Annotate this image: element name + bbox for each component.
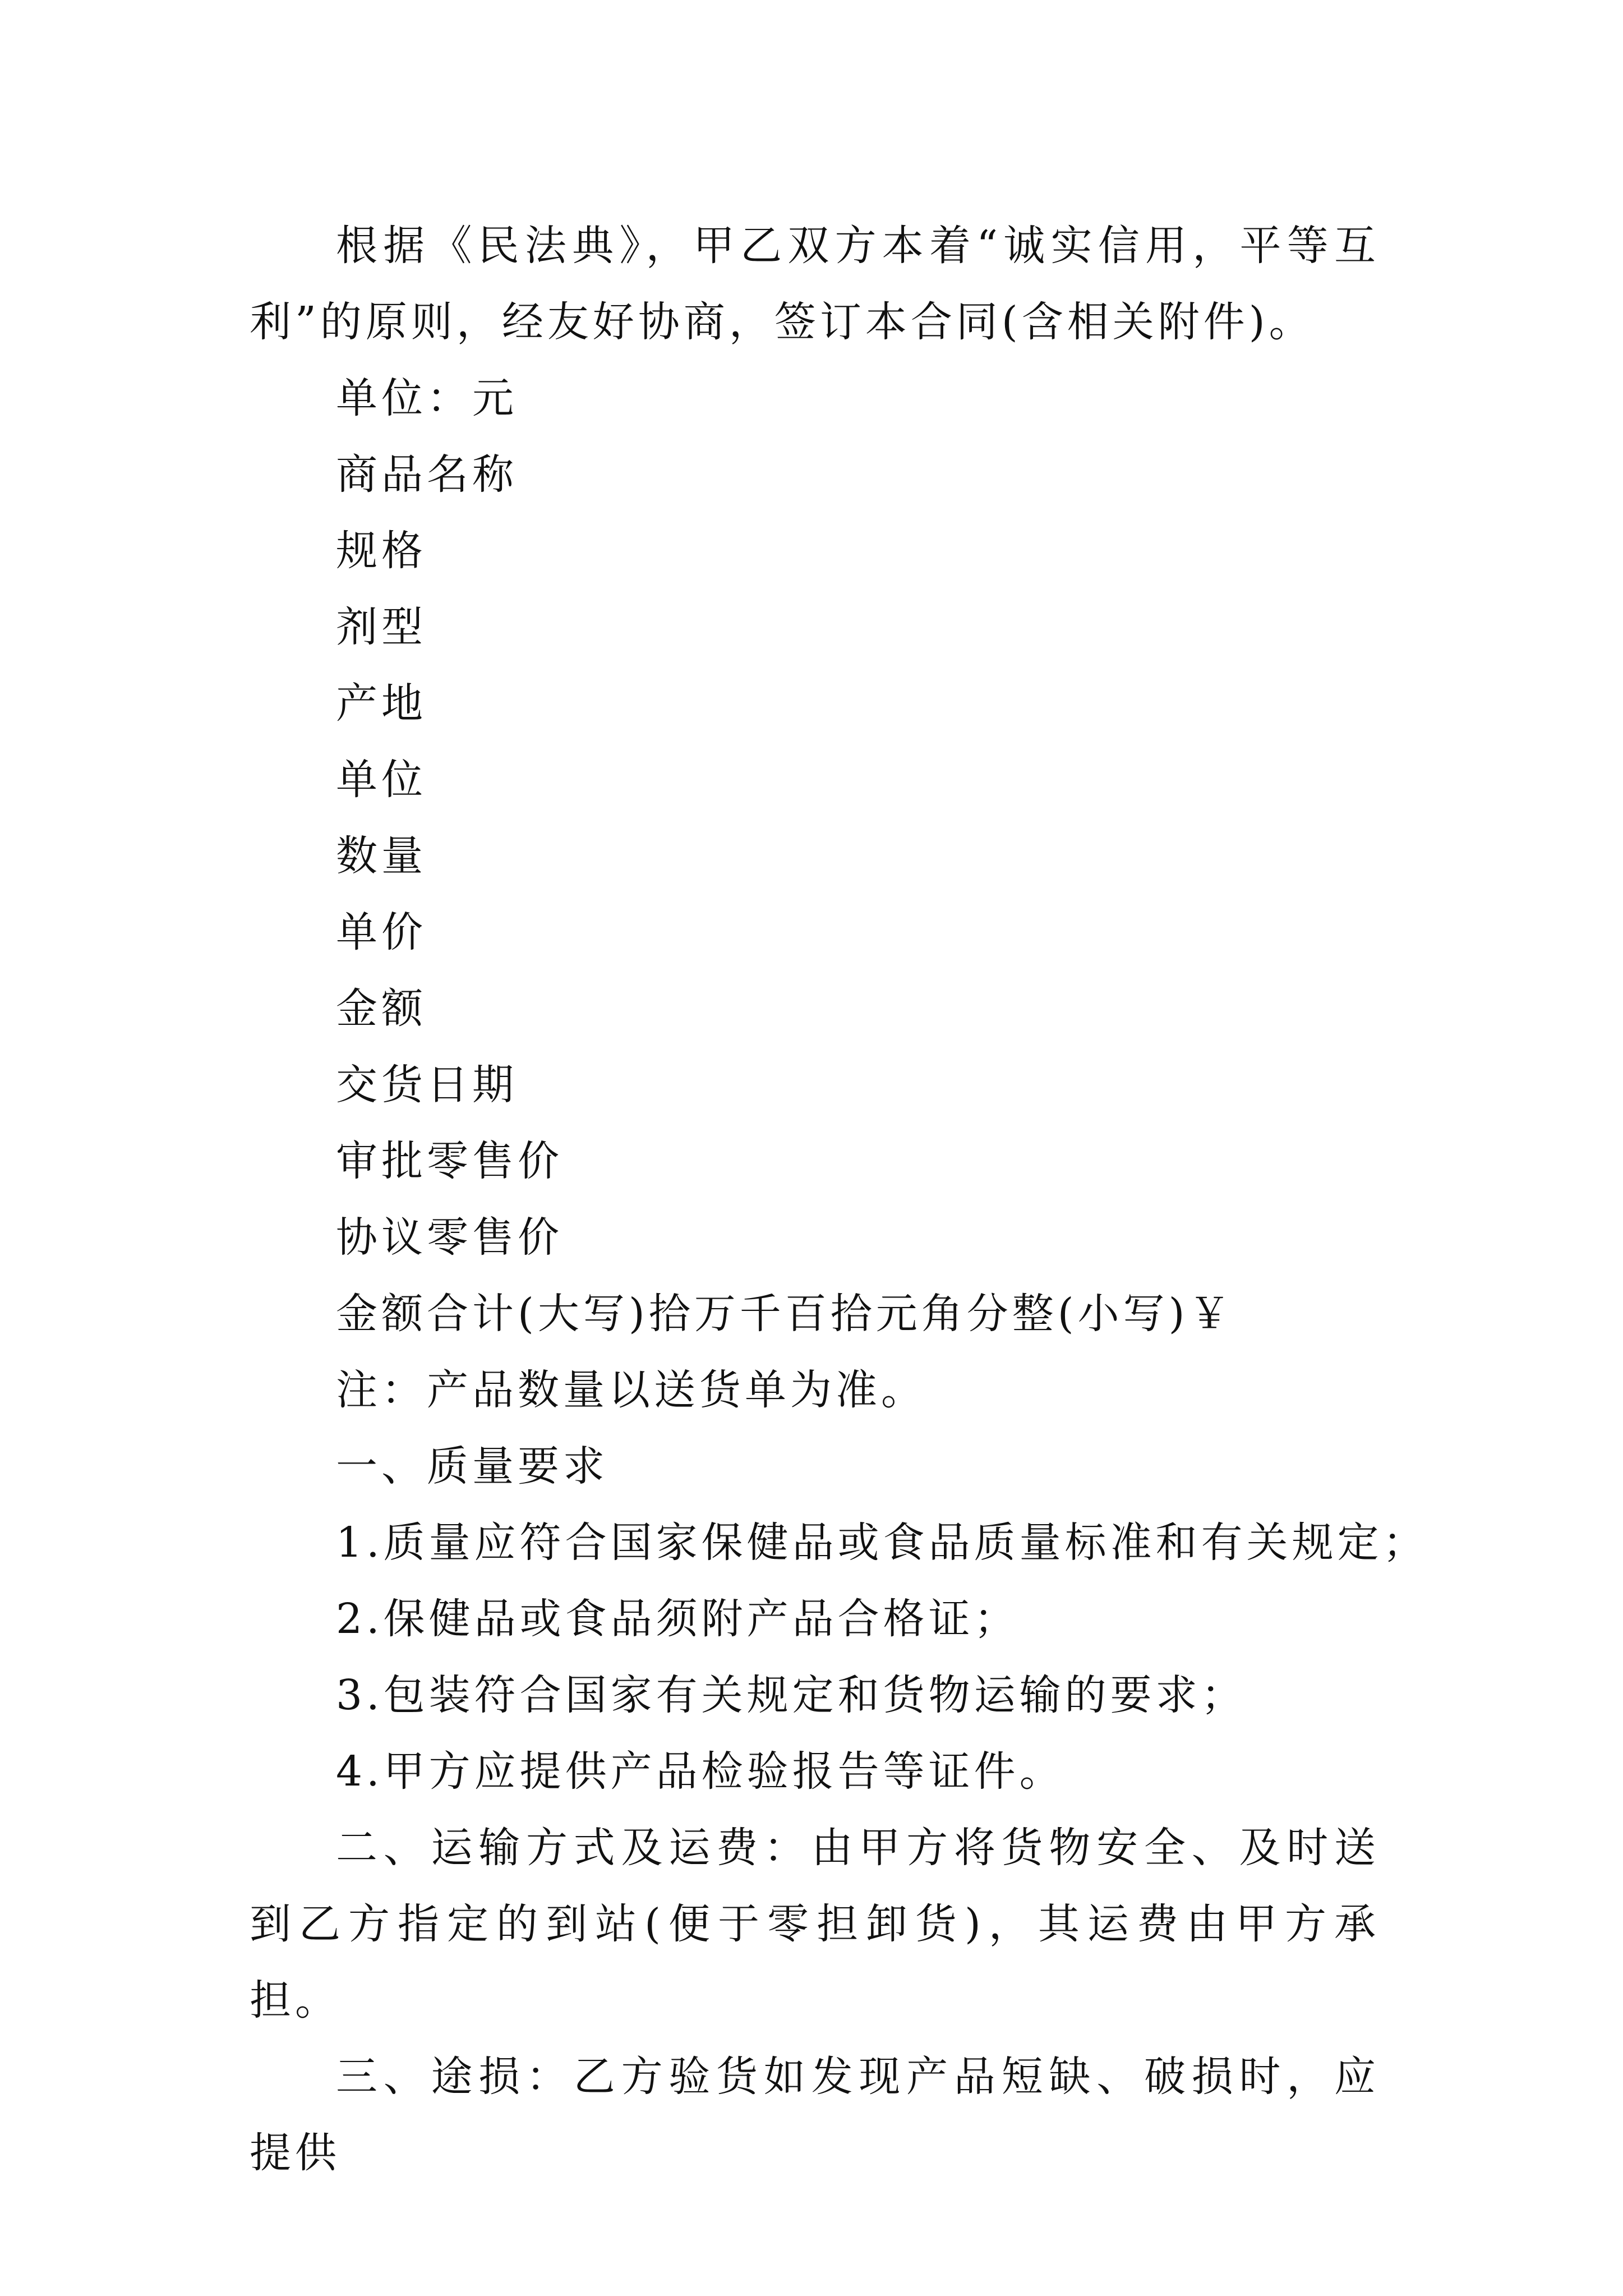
field-spec: 规格 <box>336 527 427 575</box>
field-agreed-retail-price: 协议零售价 <box>336 1213 563 1262</box>
field-product-name: 商品名称 <box>336 450 518 499</box>
section1-item-2: 2.保健品或食品须附产品合格证； <box>336 1595 1020 1643</box>
field-origin: 产地 <box>336 679 427 728</box>
field-quantity: 数量 <box>336 832 427 880</box>
field-dosage-form: 剂型 <box>336 603 427 651</box>
field-unit-price: 单价 <box>336 908 427 956</box>
section1-item-4: 4.甲方应提供产品检验报告等证件。 <box>336 1747 1065 1796</box>
section3-paragraph: 三、途损：乙方验货如发现产品短缺、破损时，应提供 <box>250 2053 1380 2177</box>
section2-paragraph: 二、运输方式及运费：由甲方将货物安全、及时送到乙方指定的到站(便于零担卸货)，其运费由甲方承担。 <box>250 1824 1380 2024</box>
contract-body <box>250 208 1428 2191</box>
intro-paragraph: 根据《民法典》，甲乙双方本着“诚实信用，平等互利”的原则，经友好协商，签订本合同(含相关附件)。 <box>250 222 1380 346</box>
total-amount-line: 金额合计(大写)拾万千百拾元角分整(小写)￥ <box>336 1290 1234 1338</box>
section1-item-1: 1.质量应符合国家保健品或食品质量标准和有关规定； <box>336 1519 1428 1567</box>
field-amount: 金额 <box>336 984 427 1033</box>
field-approved-retail-price: 审批零售价 <box>336 1137 563 1185</box>
field-delivery-date: 交货日期 <box>336 1061 518 1109</box>
field-unit: 单位 <box>336 756 427 804</box>
note-line: 注：产品数量以送货单为准。 <box>336 1366 926 1414</box>
unit-line: 单位：元 <box>336 374 518 422</box>
section1-item-3: 3.包装符合国家有关规定和货物运输的要求； <box>336 1671 1247 1719</box>
section1-heading: 一、质量要求 <box>336 1442 608 1490</box>
